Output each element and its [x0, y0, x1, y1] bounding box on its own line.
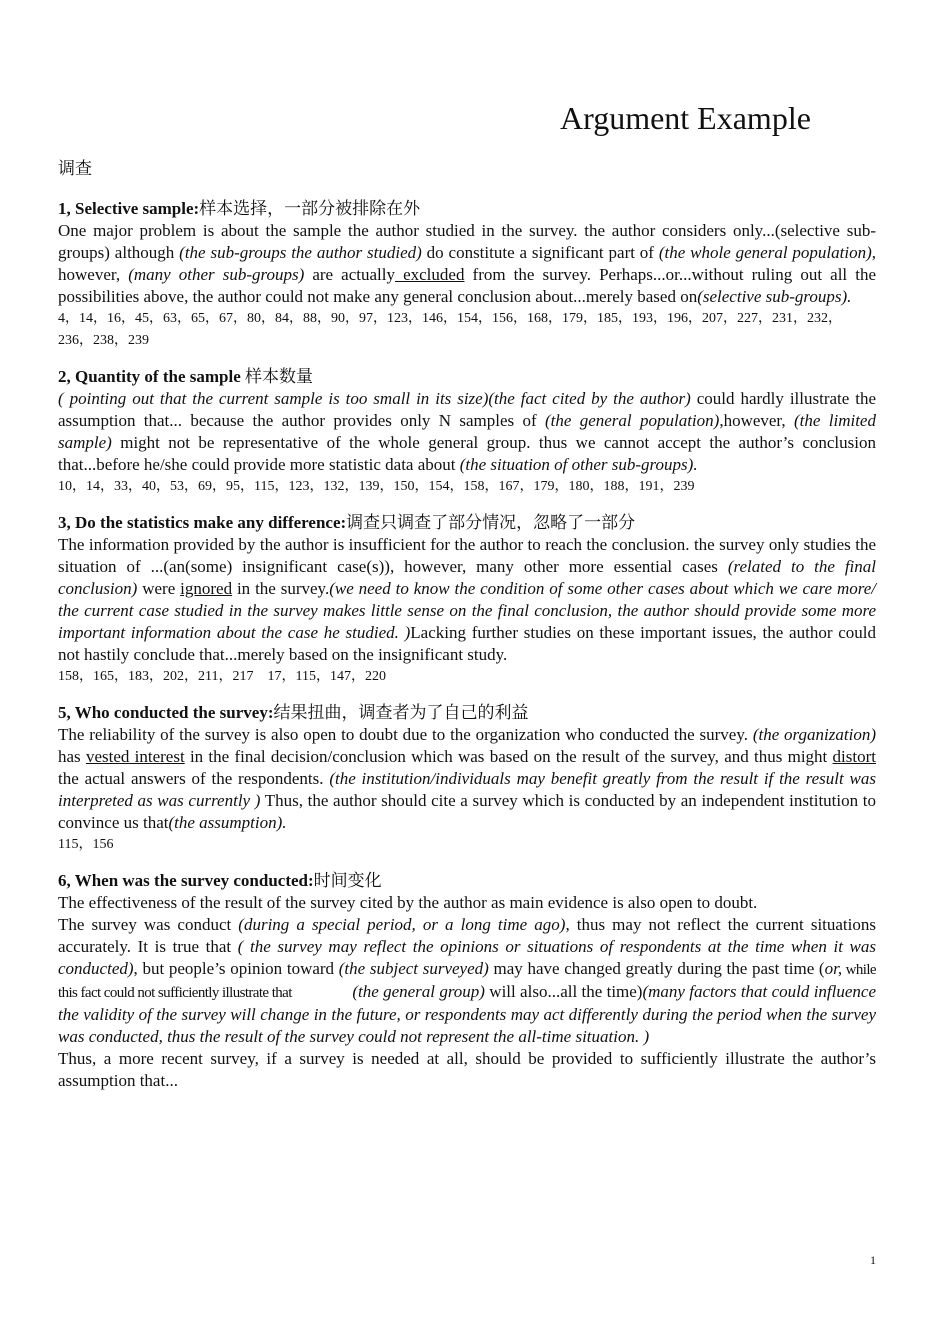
topic-numbers: 115，156 — [58, 837, 114, 852]
section-heading: 6, When was the survey conducted:时间变化 — [58, 871, 382, 890]
section-paragraph: The effectiveness of the result of the survey cited by the author as main evidence is also open to doubt. — [58, 893, 758, 912]
section-quantity-of-sample — [58, 366, 876, 498]
section-statistics-difference — [58, 512, 876, 688]
section-when-conducted — [58, 870, 876, 1092]
section-paragraph: ( pointing out that the current sample is too small in its size)(the fact cited by the author) could hardly illustrate the assumption that... because the author provides only N samples of (the general population),however, (the limited sample) might not be representative of the whole general group. thus we cannot accept the author’s conclusion that...before he/she could provide more statistic data about (the situation of other sub-groups). — [58, 389, 877, 474]
topic-numbers: 4，14，16，45，63，65，67，80，84，88，90，97，123，146，154，156，168，179，185，193，196，207，227，231，232，236，238，239 — [58, 311, 842, 348]
page-number: 1 — [870, 1253, 876, 1267]
section-paragraph: The survey was conduct (during a special period, or a long time ago), thus may not reflect the current situations accurately. It is true that ( the survey may reflect the opinions or situations of respondents at the time when it was conducted), but people’s opinion toward (the subject surveyed) may have changed greatly during the past time (or, while this fact could not sufficiently illustrate that (the general group) will also...all the time)(many factors that could influence the validity of the survey will change in the future, or respondents may act differently during the period when the survey was conducted, thus the result of the survey could not represent the all-time situation. ) — [58, 915, 877, 1046]
section-heading: 5, Who conducted the survey:结果扭曲，调查者为了自己的利益 — [58, 703, 529, 722]
section-heading: 3, Do the statistics make any difference:调查只调查了部分情况，忽略了一部分 — [58, 513, 636, 532]
section-paragraph: Thus, a more recent survey, if a survey is needed at all, should be provided to sufficiently illustrate the author’s assumption that... — [58, 1049, 876, 1090]
document-body — [58, 198, 876, 1106]
section-paragraph: One major problem is about the sample the author studied in the survey. the author considers only...(selective sub-groups) although (the sub-groups the author studied) do constitute a significant part of (the whole general population), however, (many other sub-groups) are actually excluded from the survey. Perhaps...or...without ruling out all the possibilities above, the author could not make any general conclusion about...merely based on(selective sub-groups). — [58, 221, 876, 306]
section-paragraph: The information provided by the author is insufficient for the author to reach the conclusion. the survey only studies the situation of ...(an(some) insignificant case(s)), however, many other more essential cases (related to the final conclusion) were ignored in the survey.(we need to know the condition of some other cases about which we care more/ the current case studied in the survey makes little sense on the final conclusion, the author should provide some more important information about the case he studied. )Lacking further studies on these important issues, the author could not hastily conclude that...merely based on the insignificant study. — [58, 535, 877, 664]
section-heading: 2, Quantity of the sample 样本数量 — [58, 367, 313, 386]
section-who-conducted — [58, 702, 876, 856]
section-heading: 1, Selective sample:样本选择，一部分被排除在外 — [58, 199, 421, 218]
document-title: Argument Example — [560, 100, 811, 136]
topic-numbers: 10，14，33，40，53，69，95，115，123，132，139，150，154，158，167，179，180，188，191，239 — [58, 479, 695, 494]
topic-numbers: 158，165，183，202，211，217 17，115，147，220 — [58, 669, 386, 684]
document-subtitle: 调查 — [58, 159, 92, 178]
section-paragraph: The reliability of the survey is also open to doubt due to the organization who conducted the survey. (the organization) has vested interest in the final decision/conclusion which was based on the result of the survey, and thus might distort the actual answers of the respondents. (the institution/individuals may benefit greatly from the result if the result was interpreted as was currently ) Thus, the author should cite a survey which is conducted by an independent institution to convince us that(the assumption). — [58, 725, 877, 832]
section-selective-sample — [58, 198, 876, 352]
